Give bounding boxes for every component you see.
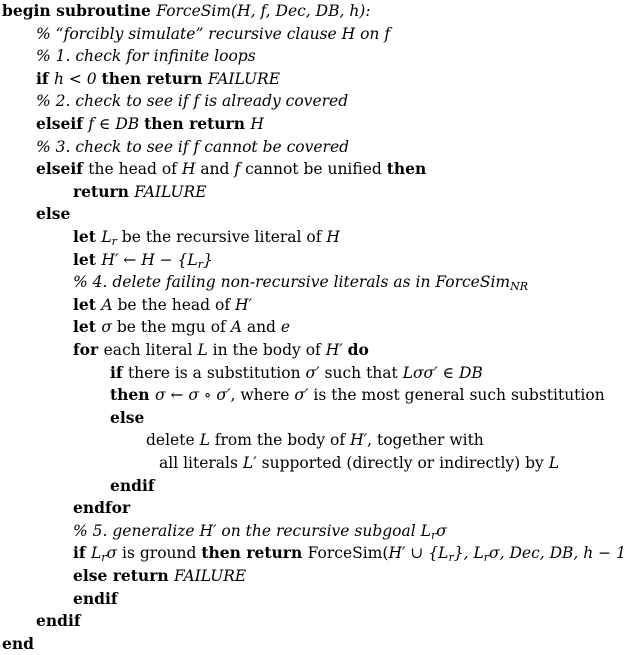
keyword: then return bbox=[201, 543, 308, 563]
code-text: σ ← σ ∘ σ′ bbox=[154, 386, 231, 405]
code-text: f bbox=[234, 160, 241, 179]
code-text: supported (directly or indirectly) by bbox=[256, 454, 549, 472]
code-text: f ∈ DB bbox=[88, 115, 145, 133]
keyword: if bbox=[73, 543, 91, 563]
code-text: L′ bbox=[242, 454, 257, 472]
algorithm-line bbox=[73, 565, 246, 587]
code-text: is the most general such substitution bbox=[308, 386, 605, 405]
code-text: H bbox=[326, 228, 340, 246]
algorithm-line bbox=[36, 203, 70, 225]
code-text: , together with bbox=[367, 431, 484, 450]
algorithm-line bbox=[36, 158, 426, 180]
keyword: else return bbox=[73, 566, 175, 585]
algorithm-line bbox=[146, 429, 484, 451]
code-text: L bbox=[548, 454, 560, 472]
algorithm-line bbox=[110, 475, 155, 497]
algorithm-line bbox=[73, 520, 447, 542]
keyword: elseif bbox=[36, 114, 89, 133]
code-text: H′ ∪ {L bbox=[388, 544, 449, 563]
keyword: endfor bbox=[73, 498, 131, 518]
algorithm-line bbox=[110, 384, 605, 406]
code-text: FAILURE bbox=[174, 567, 247, 585]
code-text: Lσσ′ ∈ DB bbox=[402, 363, 483, 382]
algorithm-line bbox=[110, 362, 483, 384]
code-text: such that bbox=[319, 363, 403, 382]
code-text: σ′ bbox=[305, 363, 320, 382]
code-text: be the mgu of bbox=[111, 318, 231, 337]
code-text: L bbox=[90, 544, 102, 563]
subscript: r bbox=[101, 551, 107, 565]
code-text: FAILURE bbox=[134, 182, 207, 201]
code-text: σ, Dec, DB, h − 1 bbox=[489, 544, 626, 563]
keyword: begin subroutine bbox=[2, 1, 157, 20]
algorithm-line bbox=[159, 452, 559, 474]
code-text: L bbox=[199, 431, 210, 450]
algorithm-line bbox=[36, 23, 390, 45]
code-text: each literal bbox=[103, 341, 198, 359]
code-text: A bbox=[101, 295, 113, 314]
keyword: let bbox=[73, 294, 102, 314]
keyword: endif bbox=[73, 588, 118, 608]
keyword: let bbox=[73, 227, 102, 246]
keyword: else bbox=[110, 407, 145, 427]
code-text: and bbox=[241, 318, 281, 337]
keyword: return bbox=[73, 181, 135, 201]
code-text: H′ bbox=[325, 341, 348, 359]
code-text: the head of bbox=[88, 160, 182, 179]
code-text: all literals bbox=[159, 454, 243, 472]
algorithm-line bbox=[73, 294, 252, 316]
keyword: then return bbox=[144, 114, 251, 133]
algorithm-line bbox=[2, 0, 371, 22]
code-text: }, L bbox=[453, 544, 484, 563]
algorithm-line bbox=[36, 113, 264, 135]
comment-text: % 4. delete failing non-recursive literals as in ForceSim bbox=[73, 273, 511, 292]
algorithm-line bbox=[36, 90, 348, 112]
keyword: if bbox=[36, 68, 54, 88]
algorithm-line bbox=[73, 271, 528, 293]
algorithm-line bbox=[36, 68, 280, 90]
code-text: H bbox=[250, 115, 264, 133]
comment-text: % 2. check to see if f is already covered bbox=[36, 92, 349, 111]
algorithm-line bbox=[73, 542, 626, 564]
keyword: endif bbox=[36, 611, 81, 631]
keyword: else bbox=[36, 204, 71, 224]
keyword: for bbox=[73, 340, 104, 359]
keyword: do bbox=[347, 340, 369, 359]
code-text: L bbox=[197, 341, 208, 359]
comment-text: σ bbox=[436, 521, 447, 540]
keyword: then return bbox=[101, 68, 208, 88]
subscript: r bbox=[448, 551, 454, 565]
keyword: then bbox=[110, 385, 155, 405]
subscript: r bbox=[430, 528, 437, 542]
code-text: in the body of bbox=[207, 341, 326, 359]
code-text: FAILURE bbox=[207, 69, 281, 88]
keyword: let bbox=[73, 249, 102, 269]
algorithm-line bbox=[110, 407, 144, 429]
subscript: r bbox=[111, 235, 117, 248]
code-text: delete bbox=[146, 431, 200, 450]
keyword: endif bbox=[110, 475, 155, 495]
algorithm-line bbox=[73, 588, 118, 610]
algorithm-line bbox=[73, 181, 207, 203]
code-text: H′ bbox=[235, 295, 253, 314]
code-text: } bbox=[202, 250, 213, 269]
code-text: cannot be unified bbox=[240, 160, 387, 179]
code-text: σ bbox=[106, 544, 118, 563]
keyword: let bbox=[73, 317, 102, 337]
code-text: is ground bbox=[117, 544, 202, 563]
code-text: h < 0 bbox=[53, 69, 102, 88]
code-text: A bbox=[230, 318, 242, 337]
keyword: end bbox=[2, 633, 34, 653]
keyword: elseif bbox=[36, 159, 89, 179]
code-text: H bbox=[181, 160, 196, 179]
algorithm-line bbox=[73, 339, 369, 361]
keyword: then bbox=[386, 159, 427, 179]
algorithm-line bbox=[73, 497, 130, 519]
code-text: H′ bbox=[350, 431, 368, 450]
code-text: be the recursive literal of bbox=[116, 228, 327, 246]
comment-text: % 5. generalize H′ on the recursive subgoal L bbox=[73, 521, 431, 540]
subscript: NR bbox=[510, 280, 529, 294]
code-text: from the body of bbox=[209, 431, 351, 450]
comment-text: % 3. check to see if f cannot be covered bbox=[36, 137, 350, 156]
keyword: if bbox=[110, 362, 128, 382]
subscript: r bbox=[483, 551, 490, 565]
algorithm-line bbox=[2, 633, 34, 655]
code-text: there is a substitution bbox=[127, 363, 306, 382]
code-text: and bbox=[195, 160, 235, 179]
subscript: r bbox=[197, 257, 203, 271]
algorithm-line bbox=[36, 136, 349, 158]
code-text: ForceSim( bbox=[307, 544, 389, 563]
code-text: ForceSim(H, f, Dec, DB, h): bbox=[156, 2, 371, 20]
comment-text: % “forcibly simulate” recursive clause H on f bbox=[36, 24, 391, 43]
code-text: σ bbox=[101, 318, 112, 337]
code-text: , where bbox=[230, 386, 295, 405]
code-text: H′ ← H − {L bbox=[101, 250, 198, 269]
algorithm-line bbox=[36, 45, 256, 67]
code-text: L bbox=[101, 228, 112, 246]
algorithm-line bbox=[73, 316, 290, 338]
code-text: be the head of bbox=[112, 295, 236, 314]
code-text: e bbox=[280, 318, 291, 337]
algorithm-line bbox=[36, 610, 81, 632]
algorithm-line bbox=[73, 249, 213, 271]
code-text: σ′ bbox=[294, 386, 309, 405]
comment-text: % 1. check for infinite loops bbox=[36, 47, 256, 66]
algorithm-line bbox=[73, 226, 340, 248]
